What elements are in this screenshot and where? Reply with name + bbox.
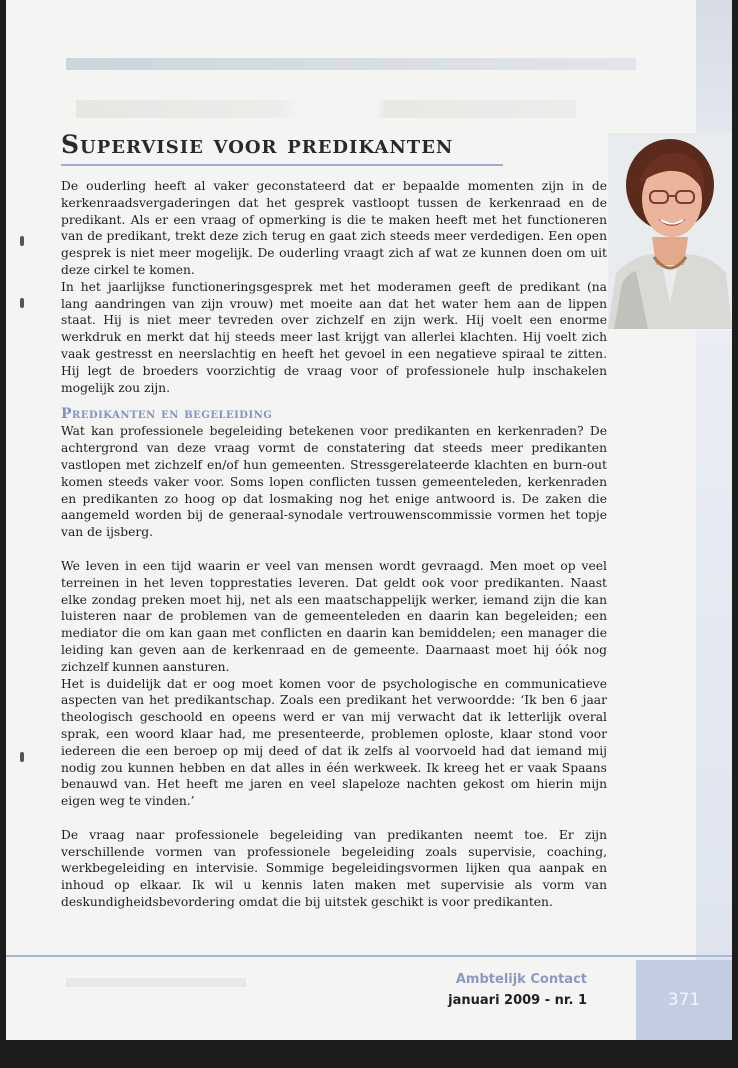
magazine-page: [6, 0, 732, 1040]
binding-mark: [20, 752, 24, 762]
footer-rule: [6, 955, 732, 957]
article: [61, 130, 607, 911]
binding-mark: [20, 298, 24, 308]
page-number: 371: [667, 990, 701, 1010]
journal-name: Ambtelijk Contact: [455, 972, 587, 987]
author-photo: [608, 133, 732, 329]
footer-bleed-through: [66, 978, 246, 987]
bleed-through-text: [76, 100, 576, 118]
header-band: [66, 58, 636, 70]
intro-paragraph-2: In het jaarlijkse functioneringsgesprek met het moderamen geeft de predikant (na lang aandringen van zijn vrouw) met moeite aan dat het water hem aan de lippen staat. Hij is niet meer tevreden over zichzelf en zijn werk. Hij voelt een enorme werkdruk en merkt dat hij steeds meer last krijgt van allerlei klachten. Hij voelt zich vaak gestresst en neerslachtig en heeft het gevoel in een negatieve spiraal te zitten. Hij legt de broeders voorzichtig de vraag voor of professionele hulp inschakelen mogelijk zou zijn.: [61, 279, 607, 395]
side-margin-strip: [696, 330, 732, 1040]
page-number-tab: [636, 960, 732, 1040]
section-heading: Predikanten en begeleiding: [61, 406, 273, 423]
intro-paragraph-1: De ouderling heeft al vaker geconstateerd dat er bepaalde momenten zijn in de kerkenraadsvergaderingen dat het gesprek vastloopt tussen de kerkenraad en de predikant. Als er een vraag of opmerking is die te maken heeft met het functioneren van de predikant, trekt deze zich terug en gaat zich steeds meer verdedigen. Een open gesprek is niet meer mogelijk. De ouderling vraagt zich af wat ze kunnen doen om uit deze cirkel te komen.: [61, 179, 607, 277]
binding-mark: [20, 236, 24, 246]
section2-paragraph-1: We leven in een tijd waarin er veel van mensen wordt gevraagd. Men moet op veel terreinen in het leven topprestaties leveren. Dat geldt ook voor predikanten. Naast elke zondag preken moet hij, net als een maatschappelijk werker, iemand zijn die kan luisteren naar de problemen van de gemeenteleden en daarin kan begeleiden; een mediator die om kan gaan met conflicten en daarin kan bemiddelen; een manager die leiding kan geven aan de kerkenraad en de gemeente. Daarnaast moet hij óók nog zichzelf kunnen aansturen.: [61, 558, 607, 674]
section1-paragraph-1: Wat kan professionele begeleiding betekenen voor predikanten en kerkenraden? De achtergrond van deze vraag vormt de constatering dat steeds meer predikanten vastlopen met zichzelf en/of hun gemeenten. Stressgerelateerde klachten en burn-out komen steeds vaker voor. Soms lopen conflicten tussen gemeenteleden, kerkenraden en predikanten zo hoog op dat losmaking nog het enige antwoord is. De zaken die aangemeld worden bij de generaal-synodale vertrouwenscommissie vormen het topje van de ijsberg.: [61, 424, 607, 540]
author-portrait-image: [608, 133, 732, 329]
section2-paragraph-2: Het is duidelijk dat er oog moet komen voor de psychologische en communicatieve aspecten van het predikantschap. Zoals een predikant het verwoordde: ‘Ik ben 6 jaar theologisch geschoold en opeens werd er van mij verwacht dat ik letterlijk overal sprak, een woord klaar had, me presenteerde, problemen oploste, klaar stond voor iedereen die een beroep op mij deed of dat ik zelfs al voorvoeld had dat iemand mij nodig zou kunnen hebben en dat alles in één werkweek. Ik kreeg het er vaak Spaans benauwd van. Het heeft me jaren en veel slapeloze nachten gekost om hierin mijn eigen weg te vinden.’: [61, 676, 607, 809]
section3-paragraph-1: De vraag naar professionele begeleiding van predikanten neemt toe. Er zijn verschillende vormen van professionele begeleiding zoals supervisie, coaching, werkbegeleiding en intervisie. Sommige begeleidingsvormen lijken qua aanpak en inhoud op elkaar. Ik wil u kennis laten maken met supervisie als vorm van deskundigheidsbevordering omdat die bij uitstek geschikt is voor predikanten.: [61, 827, 607, 910]
issue-label: januari 2009 - nr. 1: [448, 993, 587, 1008]
article-title: Supervisie voor predikanten: [61, 130, 454, 159]
side-margin-top: [696, 0, 732, 133]
title-underline: [61, 164, 503, 166]
